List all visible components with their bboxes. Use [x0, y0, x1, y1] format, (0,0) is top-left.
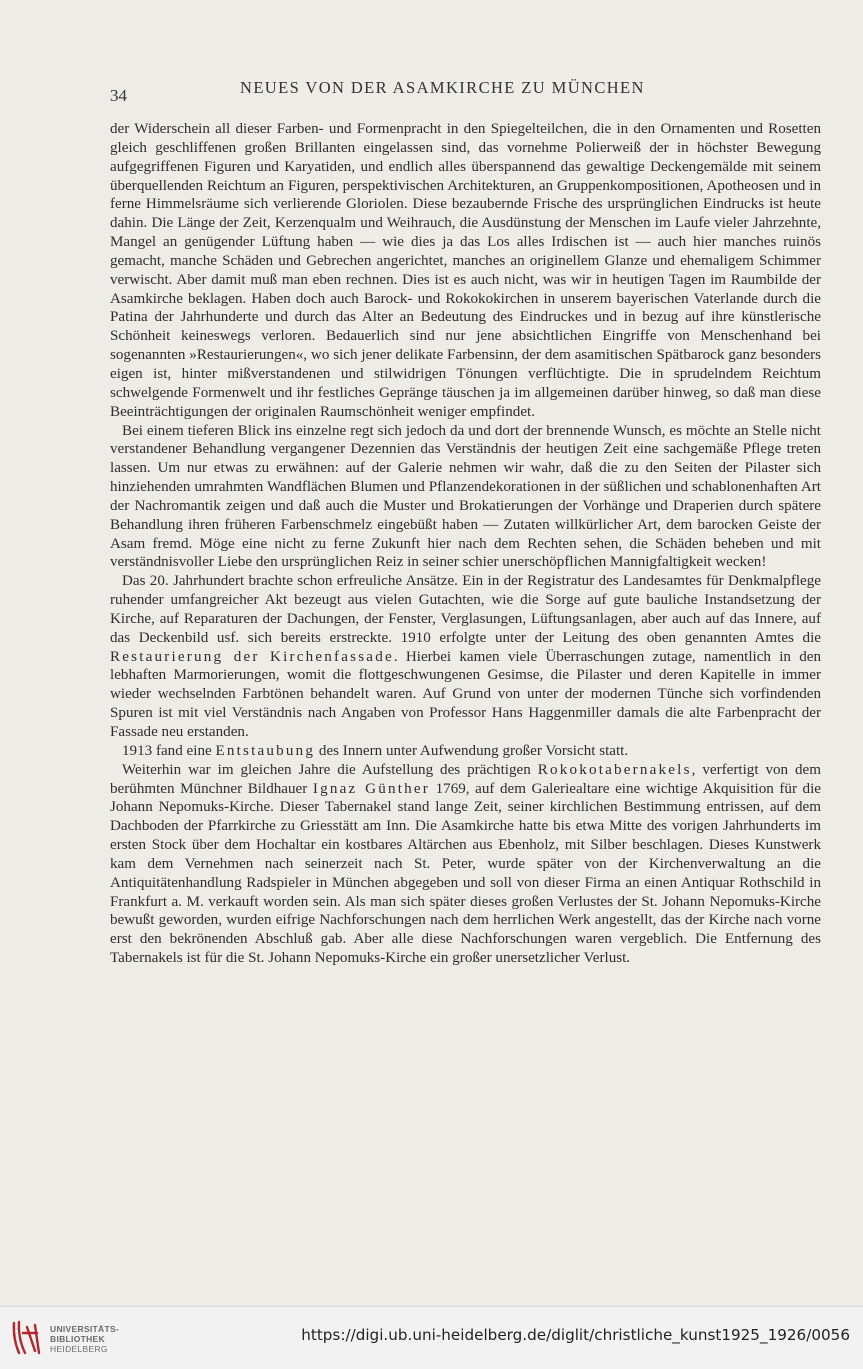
paragraph: [110, 742, 821, 761]
paragraph-text: , verfertigt von dem berühmten Münchner Bildhauer: [110, 761, 821, 797]
library-name-line1: UNIVERSITÄTS-: [50, 1324, 120, 1334]
paragraph-text: . Hierbei kamen viele Überraschungen zutage, namentlich in den lebhaften Marmorierungen, womit die flottgeschwungenen Gesimse, die Pilaster und deren Kapitelle in immer wieder wechselnden Farbtönen behandelt waren. Auf Grund von unter der modernen Tünche sich vorfindenden Spuren ist mit viel Verständnis nach Angaben von Professor Hans Haggenmiller damals die alte Farbenpracht der Fassade neu erstanden.: [110, 648, 821, 740]
page-number: 34: [110, 86, 127, 105]
library-name-line3: HEIDELBERG: [50, 1344, 108, 1354]
paragraph: [110, 422, 821, 573]
article-body: [110, 120, 821, 968]
paragraph-text: Weiterhin war im gleichen Jahre die Aufstellung des prächtigen: [122, 761, 538, 778]
emphasized-text: Entstaubung: [215, 742, 316, 759]
paragraph: [110, 761, 821, 968]
paragraph-text: Bei einem tieferen Blick ins einzelne regt sich jedoch da und dort der brennende Wunsch, es möchte an Stelle nicht verstandener Behandlung vergangener Dezennien das Verständnis der heutigen Zeit eine sachgemäße Pflege treten lassen. Um nur etwas zu erwähnen: auf der Galerie nehmen wir wahr, daß die zu den Seiten der Pilaster sich hinziehenden umrahmten Wandflächen Blumen und Pflanzendekorationen in der süßlichen und schablonenhaften Art der Nachromantik zeigen und daß auch die Muster und Brokatierungen der Vorhänge und Draperien durch spätere Behandlung ihren früheren Farbenschmelz eingebüßt haben — Zutaten willkürlicher Art, dem barocken Geiste der Asam fremd. Möge eine nicht zu ferne Zukunft hier nach dem Rechten sehen, die Schäden beheben und mit verständnisvoller Liebe den ursprünglichen Reiz in seiner schier unerschöpflichen Mannigfaltigkeit wecken!: [110, 422, 821, 571]
paragraph-text: des Innern unter Aufwendung großer Vorsicht statt.: [315, 742, 629, 759]
emphasized-text: Rokokotabernakels: [537, 761, 692, 778]
emphasized-text: Ignaz Günther: [312, 780, 431, 797]
page-header: [108, 78, 748, 105]
library-name: [50, 1324, 119, 1354]
emphasized-text: Restaurierung der Kirchenfassade: [110, 648, 394, 665]
university-library-logo-icon[interactable]: [10, 1319, 44, 1357]
permalink-url[interactable]: https://digi.ub.uni-heidelberg.de/diglit/christliche_kunst1925_1926/0056: [301, 1326, 850, 1344]
paragraph: [110, 572, 821, 742]
running-title: NEUES VON DER ASAMKIRCHE ZU MÜNCHEN: [240, 78, 645, 97]
paragraph: [110, 120, 821, 422]
paragraph-text: 1913 fand eine: [122, 742, 216, 759]
paragraph-text: Das 20. Jahrhundert brachte schon erfreuliche Ansätze. Ein in der Registratur des Landesamtes für Denkmalpflege ruhender umfangreicher Akt bezeugt aus vielen Gutachten, wie die Sorge auf gute bauliche Instandsetzung der Kirche, auf Reparaturen der Dachungen, der Fenster, Verglasungen, Lüftungsanlagen, aber auch auf das Innere, auf das Deckenbild usf. sich bereits erstreckte. 1910 erfolgte unter der Leitung des oben genannten Amtes die: [110, 573, 821, 646]
paragraph-text: der Widerschein all dieser Farben- und Formenpracht in den Spiegelteilchen, die in den Ornamenten und Rosetten gleich geschliffenen großen Brillanten eingelassen sind, das vornehme Polierweiß der in höchster Bewegung aufgegriffenen Figuren und Karyatiden, und endlich alles überspannend das gewaltige Deckengemälde mit seinem überquellenden Reichtum an Figuren, perspektivischen Architekturen, an Gruppenkompositionen, Apotheosen und in ferne Himmelsräume sich verlierende Gloriolen. Diese bezaubernde Frische des ursprünglichen Eindrucks ist heute dahin. Die Länge der Zeit, Kerzenqualm und Weihrauch, die Ausdünstung der Menschen im Laufe vieler Jahrzehnte, Mangel an genügender Lüftung haben — wie dies ja das Los alles Irdischen ist — auch hier manches ruinös gemacht, manche Schäden und Gebrechen angerichtet, manches an originellem Glanze und ehemaligem Schimmer verwischt. Aber damit muß man eben rechnen. Dies ist es auch nicht, was wir in heutigen Tagen im Raumbilde der Asamkirche beklagen. Haben doch auch Barock- und Rokokokirchen in unserem bayerischen Vaterlande durch die Patina der Jahrhunderte und durch das Alter an Bedeutung des Eindruckes und in bezug auf ihre künstlerische Schönheit keineswegs verloren. Bedauerlich sind nur jene absichtlichen Eingriffe von Menschenhand bei sogenannten »Restaurierungen«, wo sich jener delikate Farbensinn, der dem asamitischen Spätbarock ganz besonders eigen ist, hinter mißverstandenen und stilwidrigen Tönungen verflüchtigte. Die in sprudelndem Reichtum schwelgende Formenwelt und ihr festliches Gepränge täuschen ja im allgemeinen darüber hinweg, so daß man diese Beeinträchtigungen der originalen Raumschönheit weniger empfindet.: [110, 121, 821, 420]
library-name-line2: BIBLIOTHEK: [50, 1334, 105, 1344]
viewer-footer: [0, 1306, 863, 1369]
paragraph-text: 1769, auf dem Galeriealtare eine wichtige Akquisition für die Johann Nepomuks-Kirche. Dieser Tabernakel stand lange Zeit, seiner kirchlichen Bestimmung entrissen, auf dem Dachboden der Pfarrkirche zu Griesstätt am Inn. Die Asamkirche hatte bis etwa Mitte des vorigen Jahrhunderts im ersten Stock über dem Hochaltar ein kostbares Altärchen aus Ebenholz, mit Silber beschlagen. Dieses Kunstwerk kam dem Vernehmen nach seinerzeit nach St. Peter, wurde später von der Kirchenverwaltung an die Antiquitätenhandlung Radspieler in München abgegeben und soll von dieser Firma an einen Antiquar Rothschild in Frankfurt a. M. verkauft worden sein. Als man sich später dieses großen Verlustes der St. Johann Nepomuks-Kirche bewußt geworden, wurden eifrige Nachforschungen nach dem herrlichen Werk angestellt, das der Kirche nach vorne erst den bekrönenden Abschluß gab. Aber alle diese Nachforschungen waren vergeblich. Die Entfernung des Tabernakels ist für die St. Johann Nepomuks-Kirche ein großer unersetzlicher Verlust.: [110, 780, 821, 967]
